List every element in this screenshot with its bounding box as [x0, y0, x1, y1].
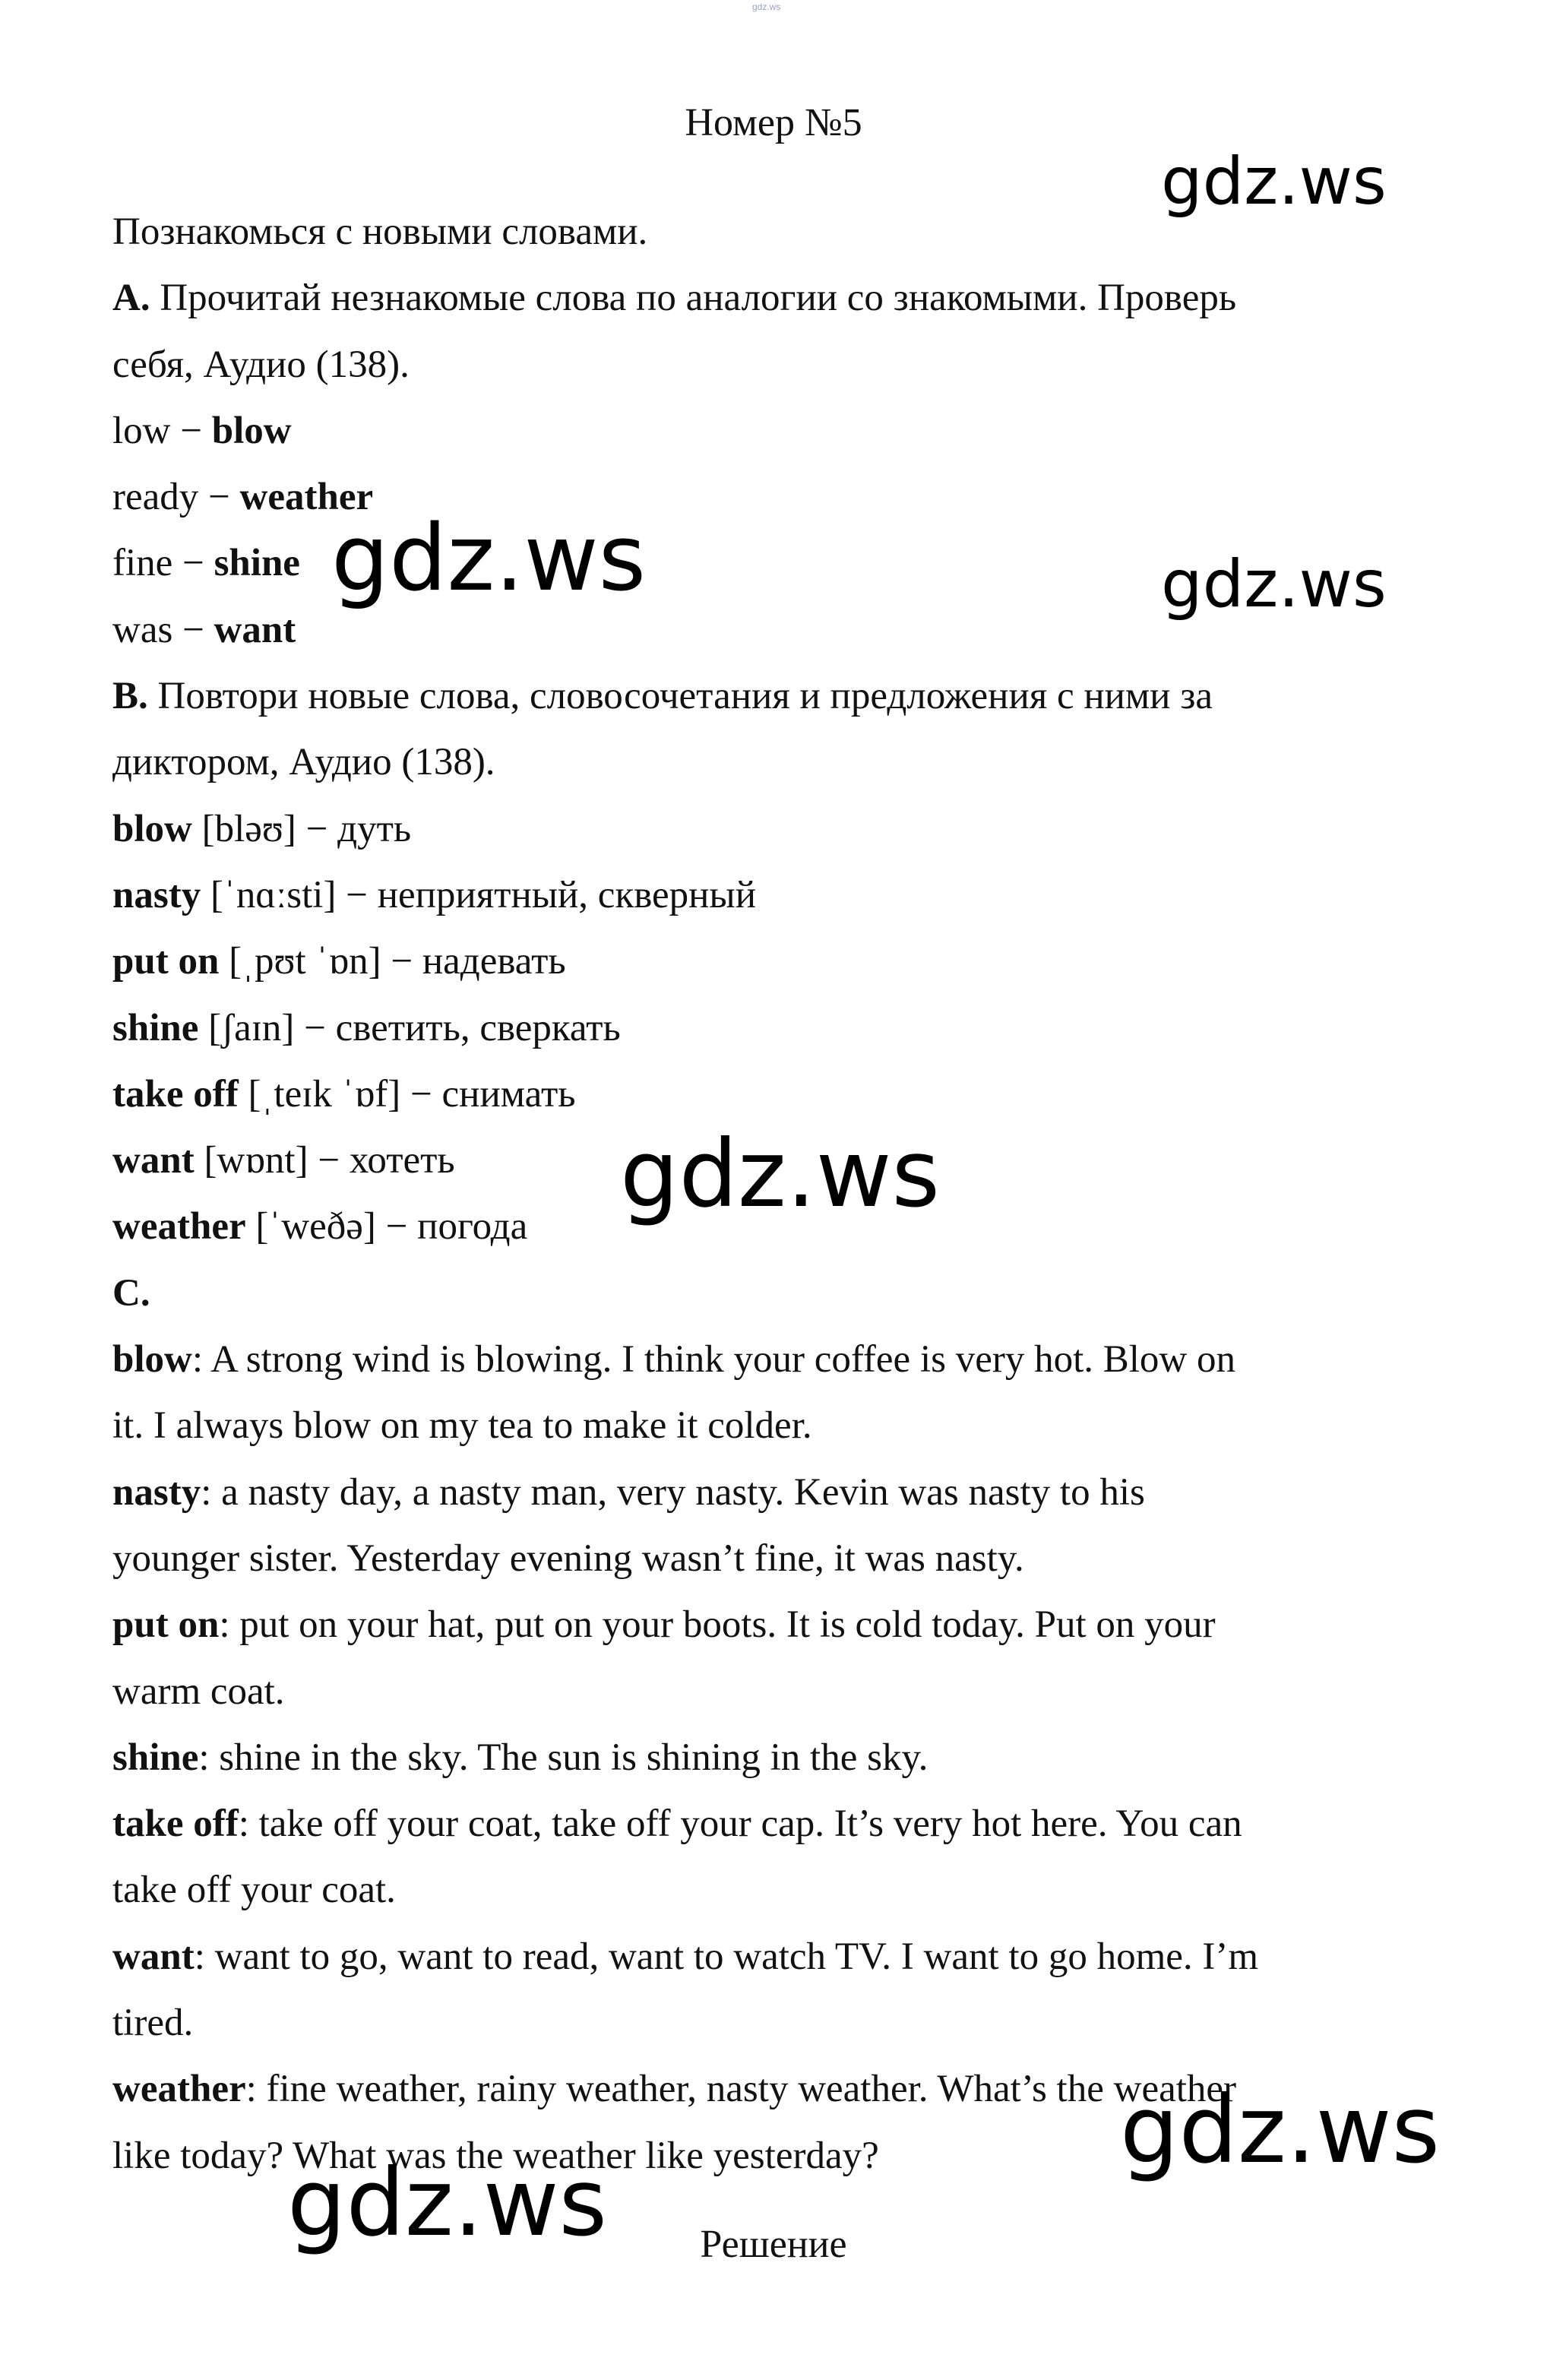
- example-text: : A strong wind is blowing. I think your coffee is very hot. Blow on: [191, 1338, 1236, 1381]
- example-line: [112, 1791, 1465, 1857]
- example-line: [112, 1659, 1465, 1725]
- example-text: : want to go, want to read, want to watch TV. I want to go home. I’m: [194, 1935, 1259, 1978]
- example-line: [112, 1924, 1465, 1990]
- example-word: nasty: [112, 1470, 201, 1514]
- new-word: want: [214, 608, 296, 651]
- example-text: : put on your hat, put on your boots. It is cold today. Put on your: [219, 1603, 1216, 1647]
- page-title: Номер №5: [685, 101, 862, 144]
- example-text: : a nasty day, a nasty man, very nasty. Kevin was nasty to his: [201, 1470, 1145, 1514]
- example-word: put on: [112, 1603, 220, 1647]
- known-word: low: [112, 409, 171, 452]
- known-word: fine: [112, 542, 173, 585]
- vocab-word: take off: [112, 1072, 239, 1116]
- section-a-heading: [112, 265, 1465, 331]
- solution-label: Решение: [700, 2223, 847, 2266]
- example-text: : take off your coat, take off your cap. It’s very hot here. You can: [238, 1802, 1242, 1846]
- example-line: [112, 1857, 1465, 1923]
- section-a-instruction: Прочитай незнакомые слова по аналогии со знакомыми. Проверь: [160, 277, 1237, 320]
- example-text: : shine in the sky. The sun is shining in the sky.: [198, 1736, 929, 1779]
- vocab-definition: [bləʊ] − дуть: [191, 807, 412, 850]
- example-text: it. I always blow on my tea to make it colder.: [112, 1404, 812, 1448]
- example-word: weather: [112, 2068, 246, 2111]
- vocab-entry: [112, 929, 1465, 995]
- example-text: take off your coat.: [112, 1869, 396, 1912]
- example-text: like today? What was the weather like yesterday?: [112, 2134, 879, 2177]
- section-c-heading: [112, 1261, 1465, 1327]
- dash: −: [208, 476, 230, 519]
- section-b-label: B.: [112, 675, 148, 718]
- top-watermark: gdz.ws: [752, 2, 781, 12]
- example-text: younger sister. Yesterday evening wasn’t fine, it was nasty.: [112, 1537, 1024, 1580]
- watermark: gdz.ws: [1120, 2076, 1441, 2184]
- example-word: shine: [112, 1736, 199, 1779]
- vocab-definition: [ˈnɑːsti] − неприятный, скверный: [201, 873, 756, 916]
- example-word: blow: [112, 1338, 192, 1381]
- vocab-entry: [112, 796, 1465, 862]
- intro-line: Познакомься с новыми словами.: [112, 210, 648, 253]
- known-word: was: [112, 608, 173, 651]
- watermark: gdz.ws: [620, 1120, 941, 1228]
- example-text: : fine weather, rainy weather, nasty weather. What’s the weather: [245, 2068, 1237, 2111]
- vocab-definition: [ˌteɪk ˈɒf] − снимать: [238, 1072, 576, 1116]
- vocab-definition: [ˌpʊt ˈɒn] − надевать: [219, 940, 566, 983]
- section-b-instruction: Повтори новые слова, словосочетания и предложения с ними за: [157, 675, 1213, 718]
- word-pair: [112, 398, 1465, 464]
- example-word: want: [112, 1935, 195, 1978]
- section-a-label: A.: [112, 277, 150, 320]
- vocab-entry: [112, 862, 1465, 929]
- dash: −: [182, 608, 204, 651]
- new-word: blow: [211, 409, 292, 452]
- watermark: gdz.ws: [331, 506, 647, 612]
- vocab-entry: [112, 1062, 1465, 1128]
- vocab-word: shine: [112, 1006, 199, 1049]
- example-line: [112, 1526, 1465, 1592]
- vocab-entry: [112, 995, 1465, 1062]
- vocab-word: put on: [112, 940, 220, 983]
- vocab-word: want: [112, 1139, 195, 1182]
- watermark: gdz.ws: [1161, 144, 1387, 220]
- watermark: gdz.ws: [287, 2149, 608, 2257]
- vocab-definition: [wɒnt] − хотеть: [194, 1139, 455, 1182]
- word-pair: [112, 464, 1465, 530]
- example-line: [112, 1327, 1465, 1393]
- known-word: ready: [112, 476, 199, 519]
- new-word: weather: [239, 476, 374, 519]
- dash: −: [180, 409, 203, 452]
- example-line: [112, 1725, 1465, 1791]
- example-line: [112, 1592, 1465, 1658]
- vocab-word: nasty: [112, 873, 201, 916]
- vocab-definition: [ˈweðə] − погода: [245, 1205, 528, 1249]
- section-c-label: C.: [112, 1271, 150, 1315]
- example-line: [112, 1990, 1465, 2056]
- example-line: [112, 1393, 1465, 1459]
- section-a-instruction-cont: себя, Аудио (138).: [112, 343, 410, 386]
- dash: −: [182, 542, 204, 585]
- section-b-instruction-cont: диктором, Аудио (138).: [112, 741, 495, 784]
- section-b-heading: [112, 663, 1465, 730]
- example-text: tired.: [112, 2002, 194, 2045]
- watermark: gdz.ws: [1161, 546, 1387, 622]
- example-line: [112, 1460, 1465, 1526]
- vocab-word: blow: [112, 807, 192, 850]
- example-text: warm coat.: [112, 1669, 285, 1713]
- example-word: take off: [112, 1802, 239, 1846]
- vocab-word: weather: [112, 1205, 246, 1249]
- vocab-definition: [ʃaɪn] − светить, сверкать: [198, 1006, 621, 1049]
- new-word: shine: [214, 542, 300, 585]
